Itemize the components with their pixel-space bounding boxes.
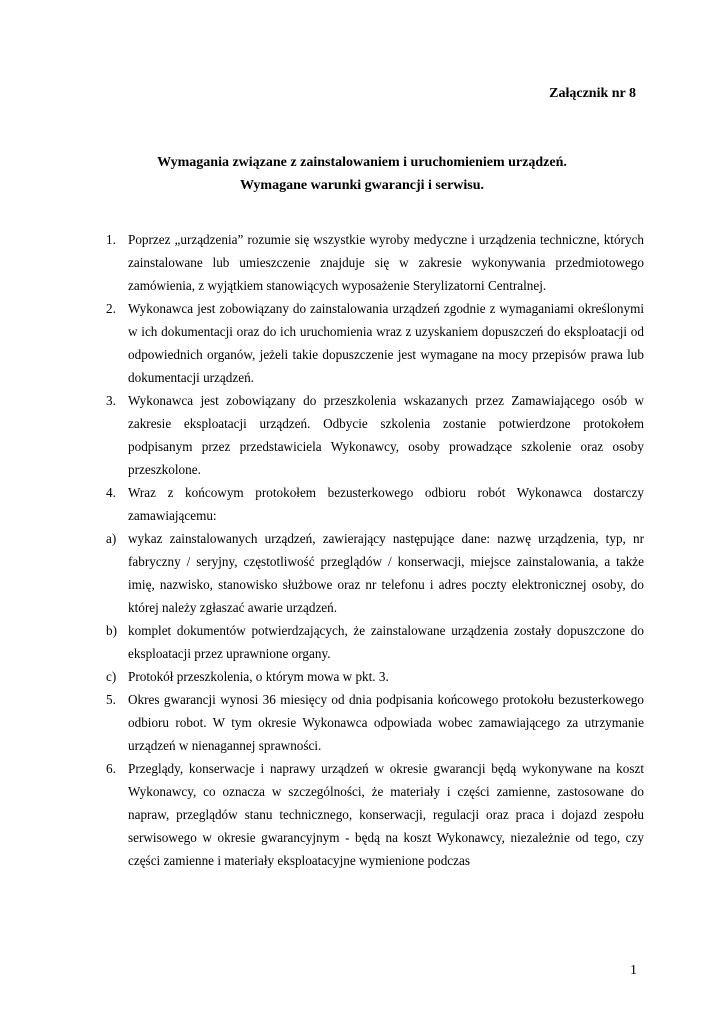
list-item-marker: b) <box>106 623 117 638</box>
list-item <box>106 665 644 688</box>
list-item-text: Wraz z końcowym protokołem bezusterkowego odbioru robót Wykonawca dostarczy zamawiającemu: <box>128 485 644 523</box>
list-item <box>106 757 644 872</box>
list-item <box>106 389 644 481</box>
list-item-marker: 1. <box>106 232 116 247</box>
list-item <box>106 527 644 619</box>
list-item-marker: 5. <box>106 692 116 707</box>
page-number: 1 <box>630 963 637 978</box>
list-item-text: komplet dokumentów potwierdzających, że zainstalowane urządzenia zostały dopuszczone do eksploatacji przez uprawnione organy. <box>128 623 644 661</box>
list-item-marker: 3. <box>106 393 116 408</box>
list-item-text: Poprzez „urządzenia” rozumie się wszystkie wyroby medyczne i urządzenia techniczne, których zainstalowane lub umieszczenie znajduje się w zakresie wykonywania przedmiotowego zamówienia, z wyjątkiem stanowiących wyposażenie Sterylizatorni Centralnej. <box>128 232 644 293</box>
list-item <box>106 619 644 665</box>
list-item-text: Okres gwarancji wynosi 36 miesięcy od dnia podpisania końcowego protokołu bezusterkowego odbioru robot. W tym okresie Wykonawca odpowiada wobec zamawiającego za utrzymanie urządzeń w nienagannej sprawności. <box>128 692 644 753</box>
attachment-label: Załącznik nr 8 <box>549 86 636 101</box>
list-item-text: Protokół przeszkolenia, o którym mowa w pkt. 3. <box>128 669 389 684</box>
list-item-marker: 4. <box>106 485 116 500</box>
document-body <box>106 228 644 872</box>
title-line-1: Wymagania związane z zainstalowaniem i uruchomieniem urządzeń. <box>157 155 567 170</box>
list-item <box>106 481 644 527</box>
list-item <box>106 297 644 389</box>
title-line-2: Wymagane warunki gwarancji i serwisu. <box>239 178 485 193</box>
list-item-text: Wykonawca jest zobowiązany do przeszkolenia wskazanych przez Zamawiającego osób w zakresie eksploatacji urządzeń. Odbycie szkolenia zostanie potwierdzone protokołem podpisanym przez przedstawiciela Wykonawcy, osoby prowadzące szkolenie oraz osoby przeszkolone. <box>128 393 644 477</box>
list-item-text: Przeglądy, konserwacje i naprawy urządzeń w okresie gwarancji będą wykonywane na koszt Wykonawcy, co oznacza w szczególności, że materiały i części zamienne, zastosowane do napraw, przeglądów stanu technicznego, konserwacji, regulacji oraz praca i dojazd zespołu serwisowego w okresie gwarancyjnym - będą na koszt Wykonawcy, niezależnie od tego, czy części zamienne i materiały eksploatacyjne wymienione podczas <box>128 761 644 868</box>
list-item <box>106 688 644 757</box>
list-item-marker: 6. <box>106 761 116 776</box>
list-item-marker: c) <box>106 669 117 684</box>
list-item <box>106 228 644 297</box>
list-item-text: wykaz zainstalowanych urządzeń, zawierający następujące dane: nazwę urządzenia, typ, nr fabryczny / seryjny, częstotliwość przeglądów / konserwacji, miejsce zainstalowania, a także imię, nazwisko, stanowisko służbowe oraz nr telefonu i adres poczty elektronicznej osoby, do której należy zgłaszać awarie urządzeń. <box>128 531 644 615</box>
list-item-text: Wykonawca jest zobowiązany do zainstalowania urządzeń zgodnie z wymaganiami określonymi w ich dokumentacji oraz do ich uruchomienia wraz z uzyskaniem dopuszczeń do eksploatacji od odpowiednich organów, jeżeli takie dopuszczenie jest wymagane na mocy przepisów prawa lub dokumentacji urządzeń. <box>128 301 644 385</box>
list-item-marker: 2. <box>106 301 116 316</box>
document-title <box>0 151 724 197</box>
list-item-marker: a) <box>106 531 117 546</box>
